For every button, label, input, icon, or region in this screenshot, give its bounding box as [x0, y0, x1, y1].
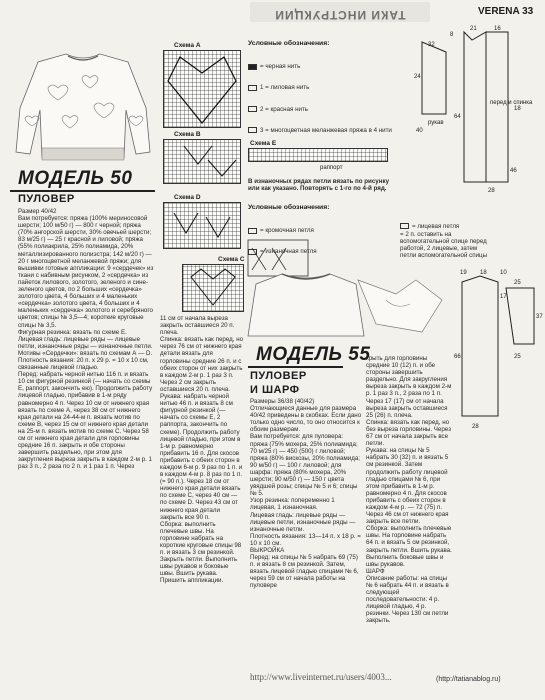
rapport-label: раппорт	[320, 165, 343, 171]
diagram55-num-4: 66	[454, 354, 461, 360]
lilac-swatch-icon	[248, 85, 257, 91]
diagram50-num-5: 28	[488, 188, 495, 194]
diagram55-num-3: 17	[500, 294, 507, 300]
model50-title: МОДЕЛЬ 50	[18, 168, 133, 189]
diagram50-num-6: 40	[416, 128, 423, 134]
scheme-b-grid	[163, 139, 241, 184]
scheme-c-label: Схема С	[218, 256, 245, 263]
top-banner	[250, 2, 430, 22]
legend1-item-lilac: 1 = лиловая нить	[248, 84, 398, 91]
melange-swatch-icon	[248, 127, 257, 133]
diagram50-num-1: 16	[494, 26, 501, 32]
diagram50-num-8: 32	[428, 42, 435, 48]
model55-illustration	[246, 270, 456, 342]
footer-link[interactable]: (http://tatianablog.ru)	[436, 676, 501, 683]
diagram50-label-front: перед и спинка	[490, 100, 533, 106]
model50-diagram	[410, 22, 542, 207]
diagram55-num-5: 28	[472, 424, 479, 430]
model50-rule	[10, 190, 155, 192]
diagram55-num-1: 18	[480, 270, 487, 276]
diagram55-num-2: 10	[500, 270, 507, 276]
section-header: VERENA 33	[478, 6, 534, 17]
scheme-d-label: Схема D	[174, 194, 201, 201]
legend1-item-black: = черная нить	[248, 63, 398, 70]
diagram50-num-3: 64	[454, 114, 461, 120]
model50-col2: 11 см от начала выреза закрыть оставшиеся 20 п. плеча. Спинка: вязать как перед, но через 76 см от нижнего края детали вязать для горловины средние 26 п. и с обеих сторон от них закрыть в каждом 2-м р. 1 раз 3 п. Через 2 см закрыть оставшиеся 20 п. плеча. Рукава: набрать черной нитью 46 п. и вязать 8 см фигурной резинкой (— начать со схемы Е, 2 раппорта, закончить по схеме). Продолжить работу лицевой гладью, при этом в 1-м р. равномерно прибавить 16 п. Для скосов прибавить с обеих сторон в каждом 6-м р. 9 раз по 1 п. и в каждом 4-м р. 8 раз по 1 п. (= 90 п.). Через 18 см от нижнего края детали вязать по схеме С, через 40 см — по схеме D. Через 43 см от нижнего края детали закрыть все 90 п. Сборка: выполнить плечевые швы. На горловине набрать на короткие круговые спицы 98 п. и вязать 3 см резинкой. Закрыть петли. Выполнить швы рукавов и боковые швы. Вшить рукава. Пришить аппликации.	[160, 315, 244, 585]
scheme-a-grid	[163, 50, 241, 128]
legend2-item-cable: = 2 п. оставить на вспомогательной спице перед работой, 2 лицевые, затем петли вспомогательной спицы	[400, 231, 489, 260]
legend1	[248, 40, 398, 148]
diagram50-num-0: 21	[470, 26, 477, 32]
legend2-title: Условные обозначения:	[248, 204, 330, 211]
model50-subtitle: ПУЛОВЕР	[18, 193, 75, 205]
scheme-a-label: Схема А	[174, 42, 201, 49]
diagram50-num-9: 46	[510, 168, 517, 174]
red-swatch-icon	[248, 106, 257, 112]
diagram55-num-8: 37	[536, 314, 543, 320]
scheme-e-label: Схема Е	[250, 140, 277, 147]
model55-col2: крыть для горловины средние 10 (12) п. и обе стороны завершить раздельно. Для закругления выреза закрыть в каждом 2-м р. 1 раз 3 п., 2 раза по 1 п. Через 17 (17) см от начала выреза закрыть оставшиеся 25 (26) п. плеча. Спинка: вязать как перед, но без выреза горловины. Через 67 см от начала закрыть все петли. Рукава: на спицы № 5 набрать 30 (32) п. и вязать 5 см резинкой. Затем продолжить работу лицевой гладью спицами № 6, при этом прибавить в 1-м р. равномерно 4 п. Для скосов прибавить с обеих сторон в каждом 4-м р. — 72 (75) п. Через 46 см от нижнего края закрыть все петли. Сборка: выполнить плечевые швы. На горловине набрать 64 п. и вязать 5 см резинкой, закрыть петли. Вшить рукава. Выполнить боковые швы и швы рукавов. ШАРФ Описание работы: на спицы № 6 набрать 44 п. и вязать в следующей последовательности: 4 р. лицевой гладью, 4 р. резинки. Через 130 см петли закрыть.	[366, 355, 452, 625]
model55-subtitle1: ПУЛОВЕР	[250, 370, 307, 382]
model55-diagram	[454, 268, 542, 433]
model55-subtitle2: И ШАРФ	[250, 384, 300, 396]
knit-stitch-icon	[400, 223, 409, 229]
diagram50-label-sleeve: рукав	[428, 120, 444, 126]
model55-rule	[248, 366, 343, 368]
diagram50-num-2: 8	[450, 32, 454, 38]
legend2-item-edge: = кромочная петля	[248, 227, 428, 234]
legend-note: В изнаночных рядах петли вязать по рисунку или как указано. Повторять с 1-го по 4-й ряд.	[248, 178, 391, 193]
legend2-cable-diagram	[248, 226, 396, 266]
model50-col1: Размер 40/42 Вам потребуется: пряжа (100% мериносовой шерсти; 100 м/50 г) — 800 г черной; пряжа (70% ангорской шерсти, 30% овечьей шерсти; 83 м/25 г) — 25 г красной и лиловой; пряжа (55% полиакрила, 25% полиамида, 20% металлизированного полиэстра; 142 м/20 г) — 20 г многоцветной меланжевой пряжи; для вышивки готовые аппликации: 9 «сердечек» из ткани с набивным рисунком, 2 «сердечка» из пайеток лилового, золотого, зеленого и сине-зеленого цветов, по 2 больших «сердечка» золотого цвета, 4 больших и 4 маленьких «сердечка» золотого цвета, 4 больших и 4 маленьких «сердечка» золотого и серебряного цветов; спицы № 3,5—4; короткие круговые спицы № 3,5. Фигурная резинка: вязать по схеме Е. Лицевая гладь: лицевые ряды — лицевые петли, изнаночные ряды — изнаночные петли. Мотивы «Сердечки»: вязать по схемам А — D. Плотность вязания: 20 п. х 29 р. = 10 х 10 см, связанные лицевой гладью. Перед: набрать черной нитью 116 п. и вязать 10 см фигурной резинкой (— начать со схемы Е, раппорт, закончить ею). Продолжить работу лицевой гладью, прибавив в 1-м ряду равномерно 4 п. Через 10 см от нижнего края вязать по схеме А, через 38 см от нижнего края детали на 24-44-м п. вязать мотив по схеме В, через 15 см от нижнего края детали на 25-м п. вязать мотив по схеме С. Через 58 см от нижнего края детали для горловины средние 16 п. закрыть и обе стороны завершить раздельно, при этом для закругления выреза закрыть в каждом 2-м р. 1 раз 3 п., 2 раза по 2 п. и 1 раз 1 п. Через	[18, 208, 154, 471]
diagram55-num-6: 25	[514, 280, 521, 286]
diagram50-num-4: 18	[514, 106, 521, 112]
diagram55-num-0: 19	[460, 270, 467, 276]
legend2-item-knit: = лицевая петля	[400, 223, 500, 230]
diagram50-num-7: 24	[414, 74, 421, 80]
model55-col1: Размеры 36/38 (40/42) Отличающиеся данные для размера 40/42 приведены в скобках. Если дано только одно число, то оно относится к обоим размерам. Вам потребуется: для пуловера: пряжа (75% мохера, 25% полиамида; 70 м/25 г) — 450 (500) г лиловой; пряжа (80% вискозы, 20% полиамида; 90 м/50 г) — 100 г лиловой; для шарфа: пряжа (80% мохера, 20% шерсти; 90 м/50 г) — 150 г цвета увядшей розы; спицы № 5 и 6; спицы № 5. Узор резинка: попеременно 1 лицевая, 1 изнаночная. Лицевая гладь: лицевые ряды — лицевые петли, изнаночные ряды — изнаночные петли. Плотность вязания: 13—14 п. х 18 р. = 10 х 10 см. ВЫКРОЙКА Перед: на спицы № 5 набрать 69 (75) п. и вязать 8 см резинкой. Затем, вязать лицевой гладью спицами № 6, через 59 см от начала работы на пуловере	[250, 398, 362, 590]
model55-title: МОДЕЛЬ 55	[256, 344, 371, 365]
black-swatch-icon	[248, 64, 257, 70]
scheme-e-grid	[248, 148, 388, 162]
legend1-item-red: 2 = красная нить	[248, 106, 398, 113]
scheme-d-grid	[163, 202, 241, 249]
legend1-item-melange: 3 = многоцветная меланжевая пряжа в 4 нити	[248, 127, 398, 134]
scheme-c-grid	[182, 264, 244, 312]
diagram55-num-7: 25	[514, 354, 521, 360]
legend2-item-purl: = изнаночная петля	[248, 248, 428, 255]
legend1-title: Условные обозначения:	[248, 40, 330, 47]
sweater-illustration	[8, 48, 158, 166]
top-banner-text: ТАКИ ИНСТРУКЦИИ	[274, 8, 406, 22]
watermark: http://www.liveinternet.ru/users/4003...	[250, 672, 392, 682]
scheme-b-label: Схема В	[174, 131, 201, 138]
